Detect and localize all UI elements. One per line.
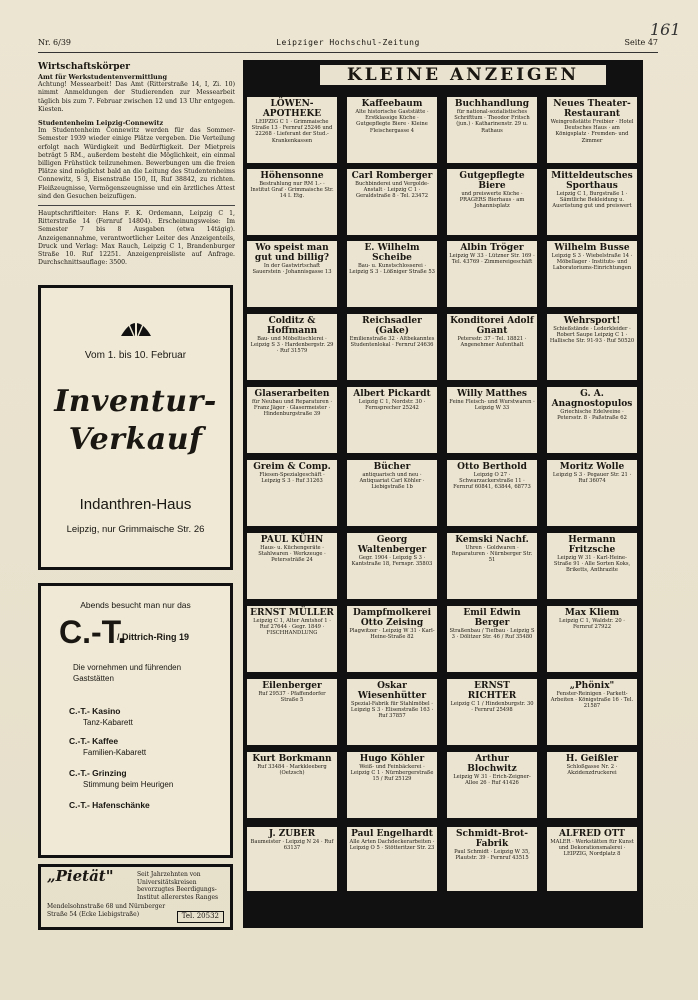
rising-sun-logo-icon xyxy=(119,310,153,340)
ad-details: Leipzig W 31 · Erich-Zeigner-Allee 26 · Ruf 41426 xyxy=(453,774,531,787)
ad-details: Straßenbau / Tiefbau · Leipzig S 3 · Dölitzer Str. 46 / Ruf 35480 xyxy=(449,628,535,641)
classified-ad xyxy=(546,96,638,164)
ct-description-line2: Gaststätten xyxy=(73,674,114,683)
classified-ad xyxy=(346,459,438,527)
ad-name: Schmidt-Brot-Fabrik xyxy=(456,829,528,849)
ad-details: Haus- u. Küchengeräte · Stahlwaren · Werkzeuge · Peterssträße 24 xyxy=(258,545,326,564)
classified-ad xyxy=(346,751,438,819)
ad-name: Albert Pickardt xyxy=(353,389,431,399)
ad-details: Bestrahlung nur RM 1.- · Institut Graf · Grimmaische Str. 14 I. Etg. xyxy=(250,181,334,200)
ad-name: Kurt Borkmann xyxy=(252,754,332,764)
ad-details: LEIPZIG C 1 · Grimmaische Straße 13 · Fernruf 25246 und 22268 · Lieferant der Stud.-Krankenkassen xyxy=(251,119,333,144)
classified-ad xyxy=(346,168,438,236)
classified-ad xyxy=(346,826,438,892)
classified-ad xyxy=(446,605,538,673)
classified-ad xyxy=(246,313,338,381)
ad-name: „Phönix" xyxy=(569,681,615,691)
store-name: Indanthren-Haus xyxy=(79,496,192,513)
ad-details: Leipzig W 33 · Lützner Str. 169 · Tel. 43769 · Zimmereigeschäft xyxy=(449,253,535,266)
classified-ad xyxy=(446,96,538,164)
header-rule xyxy=(38,52,658,53)
ad-name: Kemski Nachf. xyxy=(455,535,529,545)
ad-details: Schloßgasse Nr. 2 · Akzidenzdruckerei xyxy=(566,764,618,777)
ad-name: Mitteldeutsches Sporthaus xyxy=(551,171,633,191)
left-column xyxy=(38,60,235,267)
classified-ad xyxy=(246,532,338,600)
ct-venue-name: C.-T.- Kaffee xyxy=(69,736,119,746)
store-address: Leipzig, nur Grimmaische Str. 26 xyxy=(66,524,205,535)
ad-name: Konditorei Adolf Gnant xyxy=(450,316,534,336)
page-number: Seite 47 xyxy=(624,38,658,47)
ad-details: Gegr. 1904 · Leipzig S 3 · Kantstraße 18, Fernspr. 35803 xyxy=(351,555,433,568)
ad-details: für national-sozialistisches Schrifttum · Theodor Fritsch (jun.) · Katharinenstr. 29 u. Rathaus xyxy=(454,109,530,134)
ad-name: Colditz & Hoffmann xyxy=(266,316,318,336)
ct-venue xyxy=(69,706,133,728)
classified-ad xyxy=(246,96,338,164)
headline-inventur: Inventur- xyxy=(54,384,217,419)
classified-ad xyxy=(546,678,638,746)
ad-details: Ruf 29537 · Pfaffendorfer Straße 5 xyxy=(258,691,326,704)
ad-name: Bücher xyxy=(373,462,411,472)
ct-name: C.-T. xyxy=(59,614,127,650)
ad-name: Wilhelm Busse xyxy=(554,243,630,253)
classified-ad xyxy=(446,386,538,454)
ad-name: ERNST MÜLLER xyxy=(250,608,334,618)
ad-name: Wo speist man gut und billig? xyxy=(254,243,330,263)
ct-venue xyxy=(69,736,146,758)
ad-details: Leipzig C 1, Alter Amtshof 1 · Ruf 27644 · Gegr. 1849 · FISCHHANDLUNG xyxy=(253,618,331,637)
ad-details: Paul Schmidt · Leipzig W 35, Plautstr. 39 · Fernruf 43515 xyxy=(454,849,530,862)
ad-details: Bau- und Möbeltischlerei · Leipzig S 3 · Hardenbergstr. 29 · Ruf 31579 xyxy=(250,336,334,355)
ad-details: Leipzig C 1 / Hindenburgstr. 30 · Fernruf 25498 xyxy=(450,701,534,714)
ct-address: / Dittrich-Ring 19 xyxy=(117,632,190,642)
classified-ad xyxy=(246,751,338,819)
ad-details: Buchbinderei und Vergolde-Anstalt · Leipzig C 1 · Geraldstraße 8 · Tel. 23472 xyxy=(355,181,429,200)
page-header xyxy=(38,38,658,50)
notice-heading-studentenheim: Studentenheim Leipzig-Connewitz xyxy=(38,119,164,128)
ad-name: Oskar Wiesenhütter xyxy=(357,681,427,701)
ct-venue-desc: Familien-Kabarett xyxy=(83,748,147,757)
ad-details: Leipzig C 1, Waldstr. 20 · Fernruf 27922 xyxy=(559,618,625,631)
newspaper-title: Leipziger Hochschul-Zeitung xyxy=(276,38,420,47)
ad-name: E. Wilhelm Scheibe xyxy=(364,243,420,263)
classified-ad xyxy=(246,678,338,746)
ad-details: Emilienstraße 32 · Altbekanntes Studentenlokal · Fernruf 24636 xyxy=(349,336,435,349)
handwritten-page-number: 161 xyxy=(650,20,681,39)
ad-name: Gutgepflegte Biere xyxy=(459,171,525,191)
classified-ad xyxy=(346,678,438,746)
classified-ad xyxy=(246,240,338,308)
ad-name: Wehrsport! xyxy=(563,316,621,326)
ad-name: Dampfmolkerei Otto Zeising xyxy=(352,608,432,628)
section-title: Wirtschaftskörper xyxy=(38,62,131,72)
divider xyxy=(38,205,235,206)
issue-number: Nr. 6/39 xyxy=(38,38,71,47)
ad-name: Höhensonne xyxy=(260,171,324,181)
classified-ad xyxy=(546,751,638,819)
section-subtitle: Amt für Werkstudentenvermittlung xyxy=(38,73,168,81)
ad-details: Alle Arten Dachdeckerarbeiten · Leipzig O 5 · Stötteritzer Str. 23 xyxy=(349,839,435,852)
classified-ad xyxy=(446,459,538,527)
ad-details: Plagwitzer · Leipzig W 31 · Karl-Heine-Straße 82 xyxy=(349,628,435,641)
ad-details: Spezial-Fabrik für Stahlmöbel · Leipzig S 3 · Elisenstraße 163 · Ruf 37857 xyxy=(350,701,434,720)
classified-ad xyxy=(446,532,538,600)
ad-name: Glaserarbeiten xyxy=(254,389,330,399)
ad-details: Leipzig C 1, Nordstr. 30 · Fernsprecher 25242 xyxy=(358,399,426,412)
classified-ad xyxy=(346,240,438,308)
ct-description-line1: Die vornehmen und führenden xyxy=(73,663,182,672)
ad-details: Leipzig S 3 · Wiebelstraße 14 · Möbellager · Instituts- und Laboratoriums-Einrichtungen xyxy=(551,253,633,272)
ct-venue-name: C.-T.- Kasino xyxy=(69,706,121,716)
ad-details: Leipzig O 27 · Schwarzackerstraße 11 · Fernruf 60841, 63844, 68773 xyxy=(453,472,531,491)
ct-venue-desc: Tanz-Kabarett xyxy=(83,718,133,727)
ad-name: LÖWEN-APOTHEKE xyxy=(262,99,322,119)
classified-ad xyxy=(446,678,538,746)
ad-details: Fenster-Reinigen · Parkett-Arbeiten · Königstraße 16 · Tel. 21587 xyxy=(550,691,634,710)
sale-dates: Vom 1. bis 10. Februar xyxy=(84,350,187,361)
ad-details: MALER · Werkstätten für Kunst und Dekorationsmalerei · LEIPZIG, Nordplatz 8 xyxy=(550,839,634,858)
ad-name: Hermann Fritzsche xyxy=(568,535,616,555)
ad-name: ERNST RICHTER xyxy=(467,681,517,701)
ad-details: Bau- u. Kunstschlosserei · Leipzig S 3 · Lößniger Straße 53 xyxy=(349,263,435,276)
pietat-address: Mendelsohnstraße 68 und Nürnberger Straße 54 (Ecke Liebigstraße) xyxy=(47,903,166,918)
inventur-ad xyxy=(38,285,233,570)
classified-ad xyxy=(546,605,638,673)
ad-details: Ruf 33484 · Markkleeberg (Oetzsch) xyxy=(257,764,327,777)
classified-ad xyxy=(346,313,438,381)
classified-ad xyxy=(346,96,438,164)
classified-ad xyxy=(546,313,638,381)
ad-name: Georg Waltenberger xyxy=(357,535,427,555)
ad-details: Weiß- und Feinbäckerei · Leipzig C 1 · Nürnbergerstraße 15 / Ruf 25129 xyxy=(350,764,434,783)
imprint: Hauptschriftleiter: Hans F. K. Ordemann, Leipzig C 1, Ritterstraße 14 (Fernruf 14804). Erscheinungsweise: Im Semester 7 bis 8 Ausgaben (etwa 14tägig). Anzeigenannahme, verantwortlicher Leiter des Anzeigenteils, Druck und Verlag: Max Rauch, Leipzig C 1, Brandenburger Straße 10. Ruf 12251. Anzeigenpreisliste auf Anfrage. Durchschnittsauflage: 3500. xyxy=(38,210,235,267)
ct-description xyxy=(73,662,181,684)
ad-details: für Neubau und Reparaturen · Franz Jäger · Glasermeister · Hindenburgstraße 39 xyxy=(252,399,332,418)
notice-studentenheim: Im Studentenheim Connewitz werden für das Sommer-Semester 1939 wieder einige Plätze vergeben. Die Verteilung erfolgt nach Würdigkeit und Bedürftigkeit. Der Mietpreis beträgt 5 RM., außerdem besteht die Möglichkeit, ein einmal billigen Frühstück teilzunehmen. Bewerbungen um die freien Plätze sind möglichst bald an die Leitung des Studentenheims Connewitz, S 3, Eisenstraße 150, II, Ruf 38842, zu richten. Fleißzeugnisse, Vermögenszeugnisse und ein ärztliches Attest sind den Gesuchen beizufügen. xyxy=(38,127,235,200)
classified-ad xyxy=(446,826,538,892)
classified-ad xyxy=(546,386,638,454)
classified-ad xyxy=(346,605,438,673)
classifieds-bottom-bar xyxy=(243,897,643,927)
ad-details: Leipzig S 3 · Pegauer Str. 21 · Ruf 36074 xyxy=(552,472,632,485)
pietat-ad xyxy=(38,864,233,930)
classified-ad xyxy=(246,459,338,527)
ad-name: G. A. Anagnostopulos xyxy=(551,389,633,409)
classified-ad xyxy=(246,826,338,892)
ad-name: Max Kliem xyxy=(564,608,620,618)
ad-name: Kaffeebaum xyxy=(361,99,423,109)
classified-ad xyxy=(546,240,638,308)
classified-ad xyxy=(446,168,538,236)
ad-name: Carl Romberger xyxy=(351,171,433,181)
ad-details: antiquarisch und neu · Antiquariat Carl Köhler · Liebigstraße 1b xyxy=(359,472,425,491)
classified-ad xyxy=(346,386,438,454)
headline-verkauf: Verkauf xyxy=(68,422,203,457)
ct-restaurants-ad xyxy=(38,583,233,858)
ct-venue-name: C.-T.- Grinzing xyxy=(69,768,127,778)
ad-details: Uhren · Goldwaren · Reparaturen · Nürnberger Str. 51 xyxy=(451,545,533,564)
ad-name: Eilenberger xyxy=(262,681,322,691)
ad-name: Paul Engelhardt xyxy=(351,829,433,839)
ad-details: Feine Fleisch- und Wurstwaren · Leipzig W 33 xyxy=(449,399,535,412)
classified-ad xyxy=(446,751,538,819)
ad-name: Neues Theater-Restaurant xyxy=(553,99,631,119)
classified-ad xyxy=(446,240,538,308)
ad-details: Baumeister · Leipzig N 24 · Ruf 63137 xyxy=(250,839,334,852)
ad-name: ALFRED OTT xyxy=(559,829,625,839)
ct-venue xyxy=(69,800,150,811)
ad-name: Moritz Wolle xyxy=(559,462,625,472)
ad-details: In der Gastwirtschaft Sauerstein · Johannisgasse 13 xyxy=(252,263,332,276)
classifieds-banner: KLEINE ANZEIGEN xyxy=(318,63,608,87)
ad-name: Willy Matthes xyxy=(456,389,527,399)
ad-details: Griechische Edelweine · Petersstr. 8 · Paßstraße 62 xyxy=(557,409,627,422)
classified-ad xyxy=(246,386,338,454)
pietat-phone: Tel. 20532 xyxy=(177,911,224,923)
ad-name: H. Geißler xyxy=(565,754,619,764)
classified-ad xyxy=(546,459,638,527)
classified-ad xyxy=(546,826,638,892)
ad-details: Leipzig W 31 · Karl-Heine-Straße 91 · Alle Sorten Koks, Briketts, Anthrazite xyxy=(553,555,631,574)
ad-name: Greim & Comp. xyxy=(253,462,331,472)
ad-name: Hugo Köhler xyxy=(359,754,425,764)
ad-details: Petersstr. 37 · Tel. 18821 · Angenehmer Aufenthalt xyxy=(457,336,527,349)
pietat-description: Seit Jahrzehnten von Universitätskreisen bevorzugtes Beerdigungs-Institut allererstes Ranges xyxy=(137,871,219,901)
ad-name: Albin Tröger xyxy=(460,243,524,253)
classified-ad xyxy=(546,532,638,600)
ad-details: Schießstände · Lederkleider · Robert Saupe Leipzig C 1 · Hallische Str. 91-93 · Ruf 50520 xyxy=(549,326,635,345)
classified-ad xyxy=(346,532,438,600)
ct-venue-name: C.-T.- Hafenschänke xyxy=(69,800,150,810)
ad-details: Weingroßstätte Freibier · Hotel Deutsches Haus · am Königsplatz · Fremden- und Zimmer xyxy=(550,119,634,144)
classified-ad xyxy=(246,168,338,236)
ad-name: J. ZUBER xyxy=(268,829,316,839)
ad-details: und preiswerte Küche · PRAGERS Bierhaus · am Johannisplatz xyxy=(459,191,525,210)
ct-venue-desc: Stimmung beim Heurigen xyxy=(83,780,174,789)
pietat-brand: „Pietät" xyxy=(47,867,114,885)
notice-messearbeit: Achtung! Messearbeit! Das Amt (Ritterstraße 14, I, Zi. 10) nimmt Anmeldungen der Studierenden zur Messearbeit täglich bis zum 7. Februar zwischen 12 und 13 Uhr entgegen. Kiesten. xyxy=(38,81,235,113)
classified-ad xyxy=(546,168,638,236)
ad-name: Emil Edwin Berger xyxy=(463,608,521,628)
ad-name: PAUL KÜHN xyxy=(260,535,324,545)
classified-ad xyxy=(246,605,338,673)
ad-details: Alte historische Gaststätte · Erstklassige Küche · Gutgepflegte Biere · Kleine Fleischergasse 4 xyxy=(355,109,429,134)
ad-name: Buchhandlung xyxy=(454,99,530,109)
ad-name: Arthur Blochwitz xyxy=(467,754,517,774)
ct-intro: Abends besucht man nur das xyxy=(80,600,191,610)
ct-venue xyxy=(69,768,173,790)
ad-name: Reichsadler (Gake) xyxy=(362,316,422,336)
ad-name: Otto Berthold xyxy=(457,462,527,472)
ad-details: Leipzig C 1, Burgstraße 1 · Sämtliche Bekleidung u. Ausrüstung gut und preiswert xyxy=(552,191,632,210)
ad-details: Fliesen-Spezialgeschäft · Leipzig S 3 · Ruf 31263 xyxy=(259,472,325,485)
classified-ad xyxy=(446,313,538,381)
